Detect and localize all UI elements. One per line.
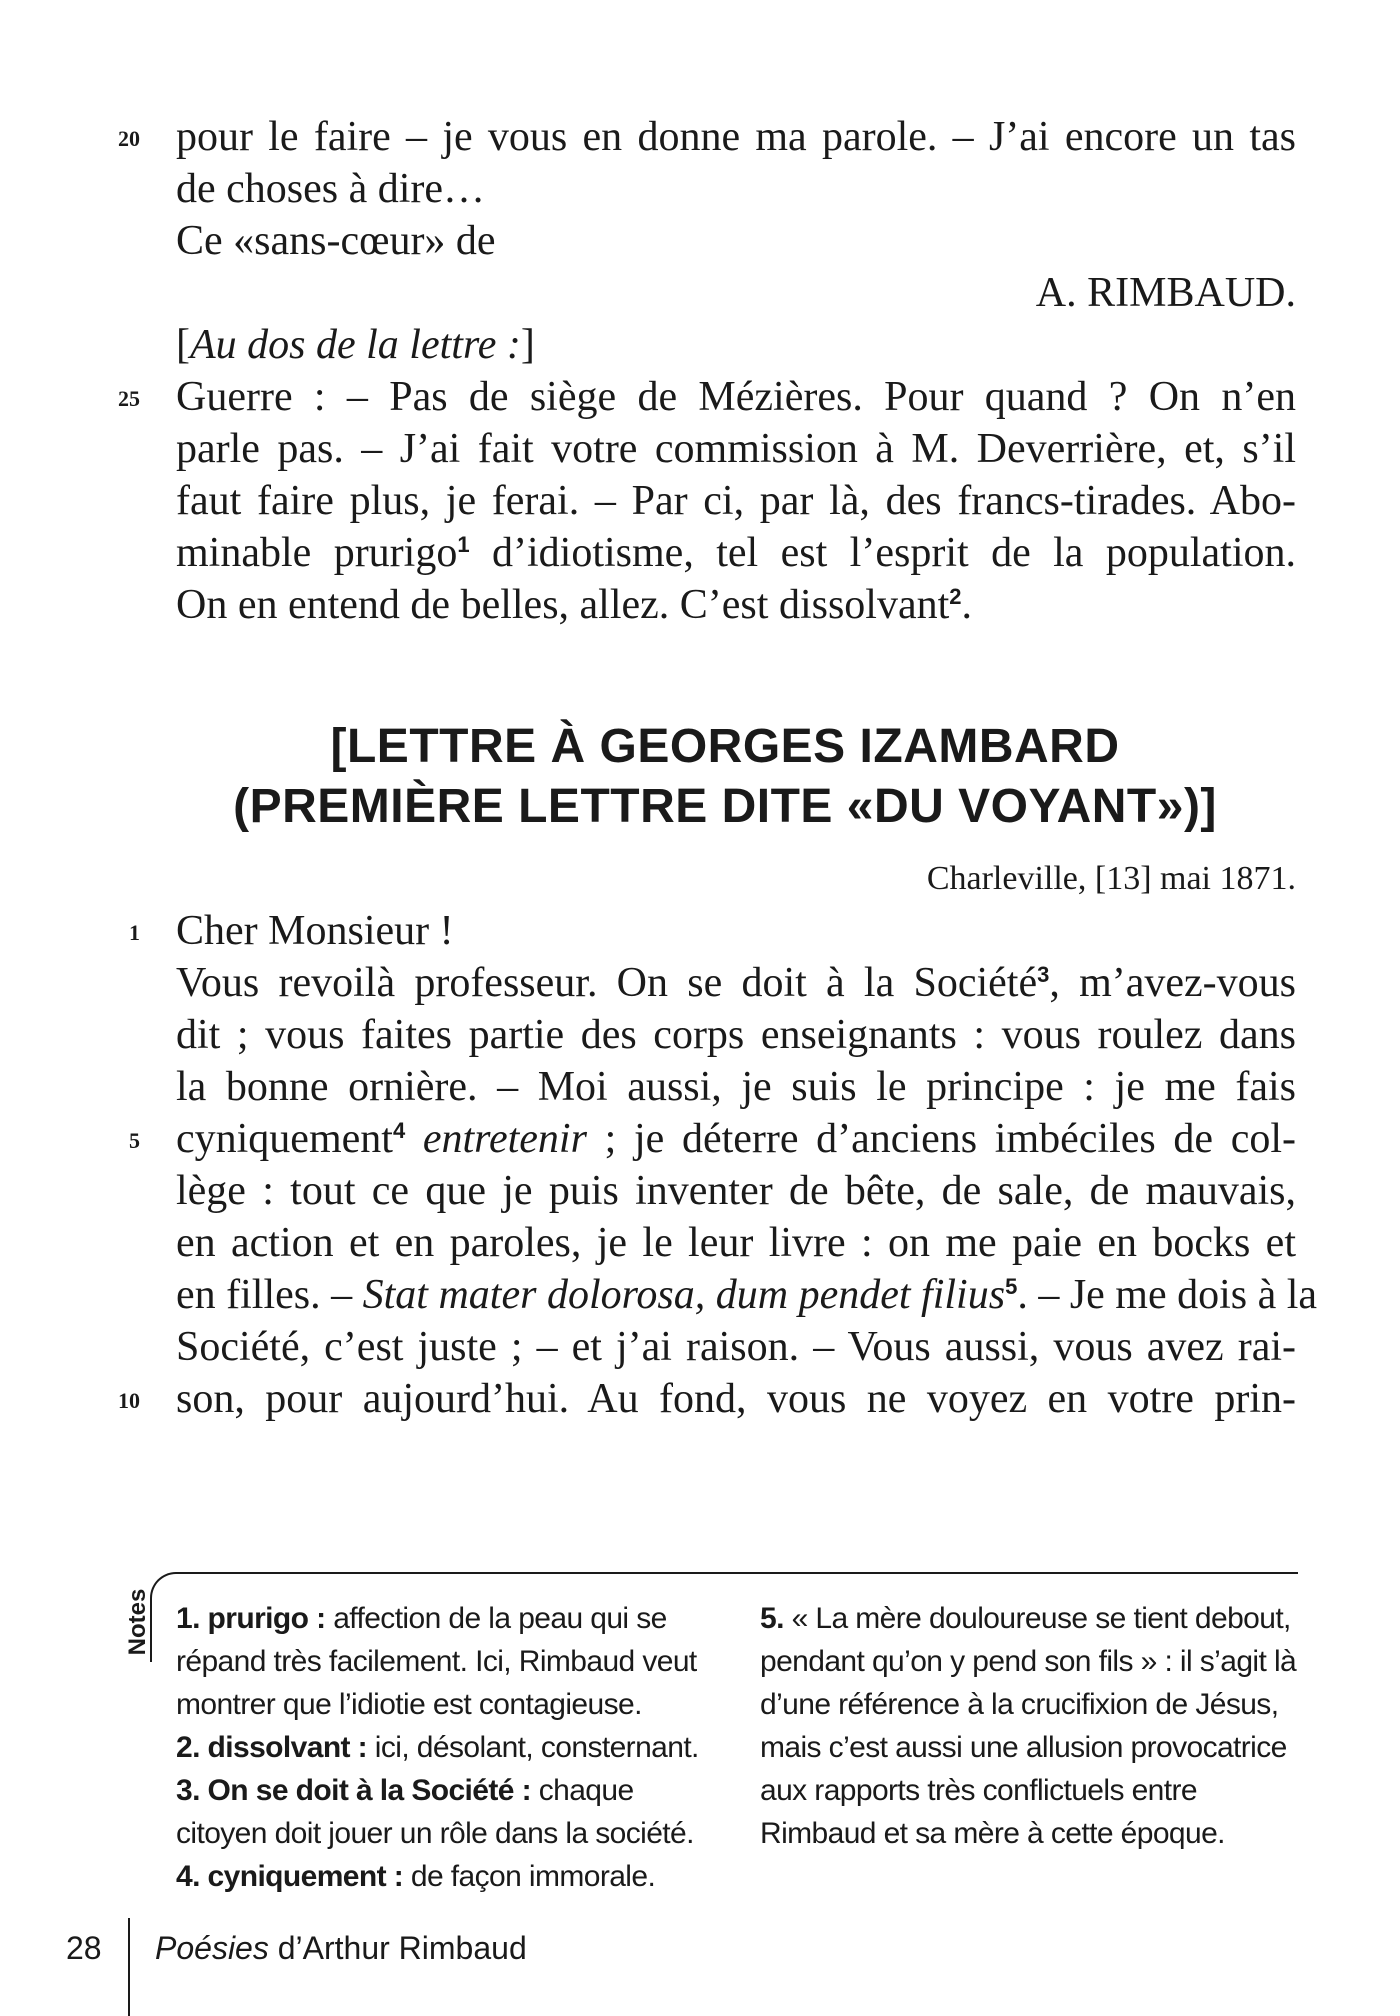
text-line: Guerre : – Pas de siège de Mézières. Pour quand ? On n’en xyxy=(176,374,1296,420)
letter-title xyxy=(100,717,1350,837)
line-number: 1 xyxy=(129,920,140,945)
footnote-ref: 3 xyxy=(1037,962,1050,987)
italic-word: entretenir xyxy=(422,1116,587,1162)
text-line: son, pour aujourd’hui. Au fond, vous ne voyez en votre prin- xyxy=(176,1376,1296,1422)
notes-column-right xyxy=(760,1597,1300,1855)
line-number: 25 xyxy=(118,386,140,411)
footnote: 3. On se doit à la Société : chaque citoyen doit jouer un rôle dans la société. xyxy=(176,1774,694,1850)
notes-label: Notes xyxy=(124,1588,151,1656)
text-line: dit ; vous faites partie des corps enseignants : vous roulez dans xyxy=(176,1012,1296,1058)
text-line: parle pas. – J’ai fait votre commission à M. Deverrière, et, s’il xyxy=(176,426,1296,472)
signature: A. RIMBAUD. xyxy=(1035,270,1296,316)
text-line: Cher Monsieur ! xyxy=(176,908,454,954)
text-line: de choses à dire… xyxy=(176,166,486,212)
footnote: 4. cyniquement : de façon immorale. xyxy=(176,1860,656,1893)
text-line: en filles. – Stat mater dolorosa, dum pendet filius$^5$. – Je me dois à la xyxy=(176,1272,1318,1318)
text-line: Société, c’est juste ; – et j’ai raison. – Vous aussi, vous avez rai- xyxy=(176,1324,1296,1370)
text-line: Vous revoilà professeur. On se doit à la Société$^3$, m’avez-vous xyxy=(176,960,1296,1006)
notes-column-left xyxy=(176,1597,716,1898)
footnote-ref: 2 xyxy=(949,584,962,609)
italic-note: Au dos de la lettre : xyxy=(190,322,521,368)
text-line: en action et en paroles, je le leur livre : on me paie en bocks et xyxy=(176,1220,1296,1266)
footer-divider xyxy=(128,1918,130,2016)
text-line: faut faire plus, je ferai. – Par ci, par là, des francs-tirades. Abo- xyxy=(176,478,1296,524)
footnote-ref: 5 xyxy=(1005,1274,1018,1299)
line-number: 20 xyxy=(118,126,140,151)
footnote: 1. prurigo : affection de la peau qui se répand très facilement. Ici, Rimbaud veut montrer que l’idiotie est contagieuse. xyxy=(176,1602,697,1721)
text-line: [Au dos de la lettre :] xyxy=(176,322,535,368)
text-line: cyniquement$^4$ entretenir ; je déterre d’anciens imbéciles de col- xyxy=(176,1116,1297,1162)
text-line: la bonne ornière. – Moi aussi, je suis le principe : je me fais xyxy=(176,1064,1296,1110)
latin-quote: Stat mater dolorosa, dum pendet filius xyxy=(362,1272,1006,1318)
text-line: On en entend de belles, allez. C’est dissolvant$^2$. xyxy=(176,582,973,628)
text-line: Ce «sans-cœur» de xyxy=(176,218,496,264)
footnote-ref: 4 xyxy=(392,1118,406,1143)
footnote: 5. « La mère douloureuse se tient debout, pendant qu’on y pend son fils » : il s’agit là d’une référence à la crucifixion de Jésus, mais c’est aussi une allusion provocatrice aux rapports très conflictuels entre Rimbaud et sa mère à cette époque. xyxy=(760,1602,1297,1850)
title-line: [LETTRE À GEORGES IZAMBARD xyxy=(330,720,1120,773)
dateline: Charleville, [13] mai 1871. xyxy=(926,860,1296,897)
title-line: (PREMIÈRE LETTRE DITE «DU VOYANT»)] xyxy=(233,780,1217,833)
text-line: lège : tout ce que je puis inventer de bête, de sale, de mauvais, xyxy=(176,1168,1296,1214)
line-number: 5 xyxy=(129,1128,140,1153)
footnote: 2. dissolvant : ici, désolant, consternant. xyxy=(176,1731,699,1764)
footnote-ref: 1 xyxy=(457,532,470,557)
running-footer: Poésies d’Arthur Rimbaud xyxy=(155,1930,527,1966)
line-number: 10 xyxy=(118,1388,140,1413)
page-number: 28 xyxy=(66,1930,102,1966)
text-line: pour le faire – je vous en donne ma parole. – J’ai encore un tas xyxy=(176,114,1296,160)
text-line: minable prurigo$^1$ d’idiotisme, tel est l’esprit de la population. xyxy=(176,530,1296,576)
